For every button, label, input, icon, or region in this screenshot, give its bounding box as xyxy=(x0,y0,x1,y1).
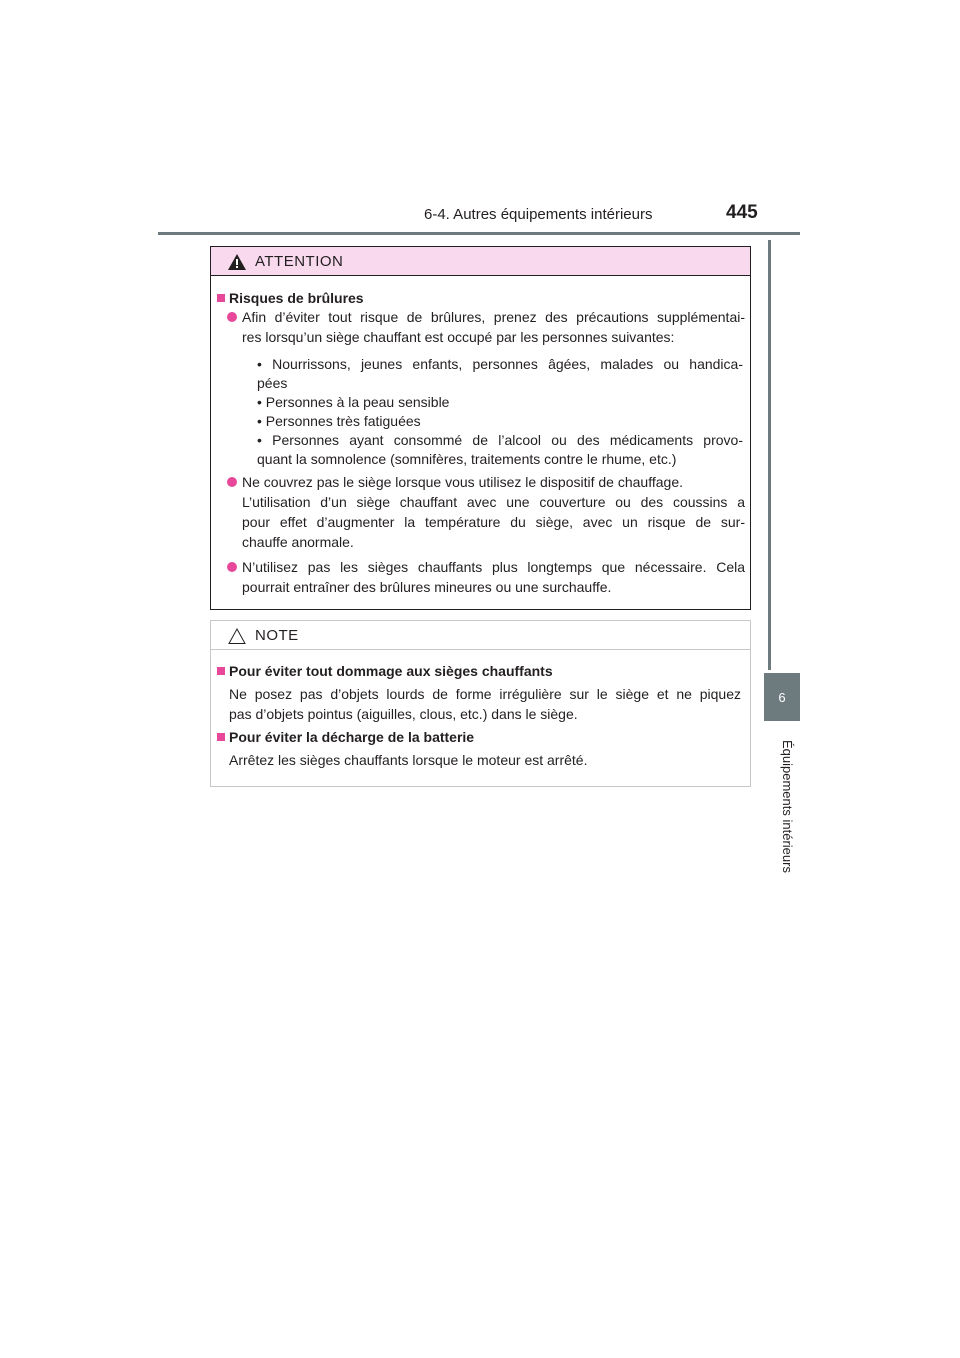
item1-line2: res lorsqu’un siège chauffant est occupé par les personnes suivantes: xyxy=(242,329,675,345)
attention-heading: Risques de brûlures xyxy=(229,290,364,306)
section-title: 6-4. Autres équipements intérieurs xyxy=(424,206,653,223)
item2-line3: pour effet d’augmenter la température du siège, avec un risque de sur- xyxy=(242,514,745,530)
list-bullet xyxy=(227,312,237,322)
side-divider xyxy=(768,240,771,670)
sub4-line2: quant la somnolence (somnifères, traitements contre le rhume, etc.) xyxy=(257,451,677,467)
sub1-line1: • Nourrissons, jeunes enfants, personnes âgées, malades ou handica- xyxy=(257,356,743,372)
note-title: NOTE xyxy=(255,627,299,644)
list-bullet xyxy=(227,562,237,572)
chapter-number: 6 xyxy=(778,690,786,705)
note-heading1: Pour éviter tout dommage aux sièges chauffants xyxy=(229,663,553,679)
note-heading2: Pour éviter la décharge de la batterie xyxy=(229,729,475,745)
note-header xyxy=(211,621,750,650)
attention-header xyxy=(211,247,750,276)
list-bullet xyxy=(227,477,237,487)
heading-bullet xyxy=(217,733,225,741)
note-box xyxy=(210,620,751,787)
item2-line1: Ne couvrez pas le siège lorsque vous utilisez le dispositif de chauffage. xyxy=(242,474,683,490)
page-number: 445 xyxy=(726,202,758,223)
caution-outline-icon xyxy=(228,628,246,644)
header-divider xyxy=(158,232,800,235)
item1-line1: Afin d’éviter tout risque de brûlures, prenez des précautions supplémentai- xyxy=(242,309,745,325)
note-text1-line2: pas d’objets pointus (aiguilles, clous, etc.) dans le siège. xyxy=(229,706,578,722)
item2-line2: L’utilisation d’un siège chauffant avec une couverture ou des coussins a xyxy=(242,494,745,510)
chapter-label: Équipements intérieurs xyxy=(780,740,795,873)
attention-box xyxy=(210,246,751,610)
attention-title: ATTENTION xyxy=(255,253,344,270)
sub3: • Personnes très fatiguées xyxy=(257,413,421,429)
sub4-line1: • Personnes ayant consommé de l’alcool ou des médicaments provo- xyxy=(257,432,743,448)
item3-line2: pourrait entraîner des brûlures mineures ou une surchauffe. xyxy=(242,579,612,595)
note-text2: Arrêtez les sièges chauffants lorsque le moteur est arrêté. xyxy=(229,752,588,768)
warning-triangle-icon xyxy=(228,254,246,270)
heading-bullet xyxy=(217,667,225,675)
heading-bullet xyxy=(217,294,225,302)
sub2: • Personnes à la peau sensible xyxy=(257,394,450,410)
sub1-line2: pées xyxy=(257,375,288,391)
chapter-tab[interactable] xyxy=(764,673,800,721)
item2-line4: chauffe anormale. xyxy=(242,534,354,550)
item3-line1: N’utilisez pas les sièges chauffants plus longtemps que nécessaire. Cela xyxy=(242,559,745,575)
note-text1-line1: Ne posez pas d’objets lourds de forme irrégulière sur le siège et ne piquez xyxy=(229,686,741,702)
